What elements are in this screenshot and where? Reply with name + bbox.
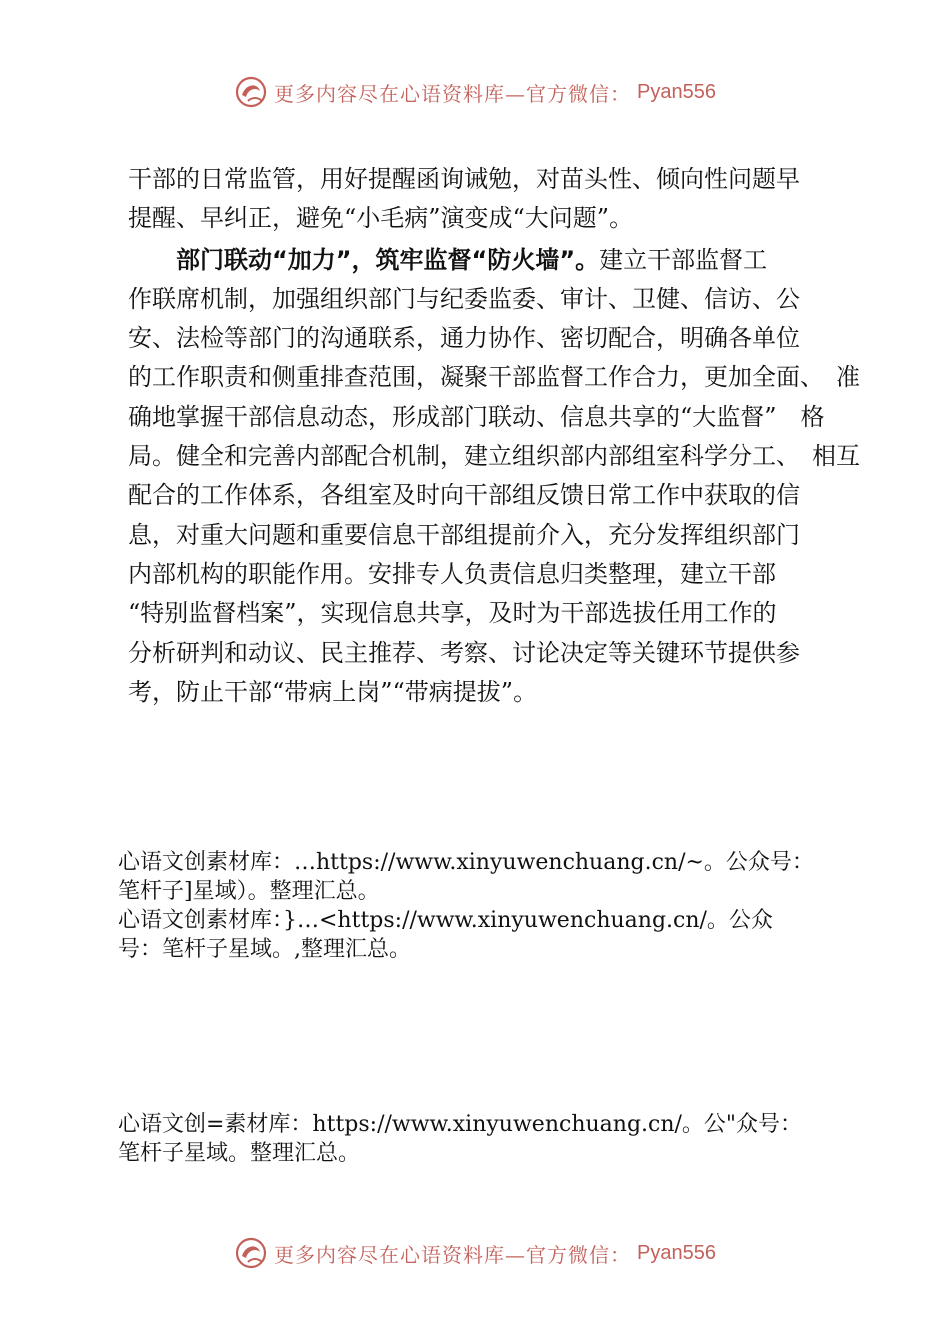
paragraph-heading-line: [128, 241, 848, 280]
text-line: 配合的工作体系，各组室及时向干部组反馈日常工作中获取的信: [128, 481, 800, 510]
text-line: 提醒、早纠正，避免“小毛病”演变成“大问题”。: [128, 204, 634, 233]
source-line: 心语文创=素材库：https://www.xinyuwenchuang.cn/。公"众号：: [118, 1112, 803, 1137]
footer-banner: [0, 1233, 950, 1273]
text-line: 局。健全和完善内部配合机制，建立组织部内部组室科学分工、 相互: [128, 442, 860, 471]
source-line: 心语文创素材库：…https://www.xinyuwenchuang.cn/~。公众号：: [118, 850, 814, 875]
source-line: 笔杆子星域。整理汇总。: [118, 1141, 361, 1166]
banner-text: 更多内容尽在心语资料库—官方微信：: [274, 1242, 632, 1267]
source-block: [118, 1110, 878, 1168]
paragraph-heading: 部门联动“加力”，筑牢监督“防火墙”。: [176, 245, 600, 274]
text-line: 考，防止干部“带病上岗”“带病提拔”。: [128, 677, 538, 706]
banner-wechat-id: Pyan556: [637, 1241, 716, 1264]
banner-text: 更多内容尽在心语资料库—官方微信：: [274, 81, 632, 106]
text-line: 分析研判和动议、民主推荐、考察、讨论决定等关键环节提供参: [128, 638, 800, 667]
source-line: 号：笔杆子星域。,整理汇总。: [118, 937, 411, 962]
text-line: 安、法检等部门的沟通联系，通力协作、密切配合，明确各单位: [128, 324, 800, 353]
text-line: 干部的日常监管，用好提醒函询诫勉，对苗头性、倾向性问题早: [128, 165, 800, 193]
text-line: “特别监督档案”，实现信息共享，及时为干部选拔任用工作的: [128, 599, 777, 628]
source-line: 笔杆子]星域）。整理汇总。: [118, 879, 380, 904]
text-line: 息，对重大问题和重要信息干部组提前介入，充分发挥组织部门: [128, 520, 800, 549]
document-body: [128, 160, 860, 712]
swirl-logo-icon: [234, 75, 268, 109]
text-span: 建立干部监督工: [599, 245, 768, 274]
text-line: 的工作职责和侧重排查范围，凝聚干部监督工作合力，更加全面、 准: [128, 363, 860, 392]
source-block: [118, 848, 878, 964]
source-line: 心语文创素材库：}…<https://www.xinyuwenchuang.cn/。公众: [118, 908, 773, 933]
banner-wechat-id: Pyan556: [637, 80, 716, 103]
header-banner: [0, 72, 950, 112]
text-line: 确地掌握干部信息动态，形成部门联动、信息共享的“大监督” 格: [128, 402, 825, 431]
text-line: 作联席机制，加强组织部门与纪委监委、审计、卫健、信访、公: [128, 284, 800, 313]
text-line: 内部机构的职能作用。安排专人负责信息归类整理，建立干部: [128, 559, 776, 588]
swirl-logo-icon: [234, 1236, 268, 1270]
